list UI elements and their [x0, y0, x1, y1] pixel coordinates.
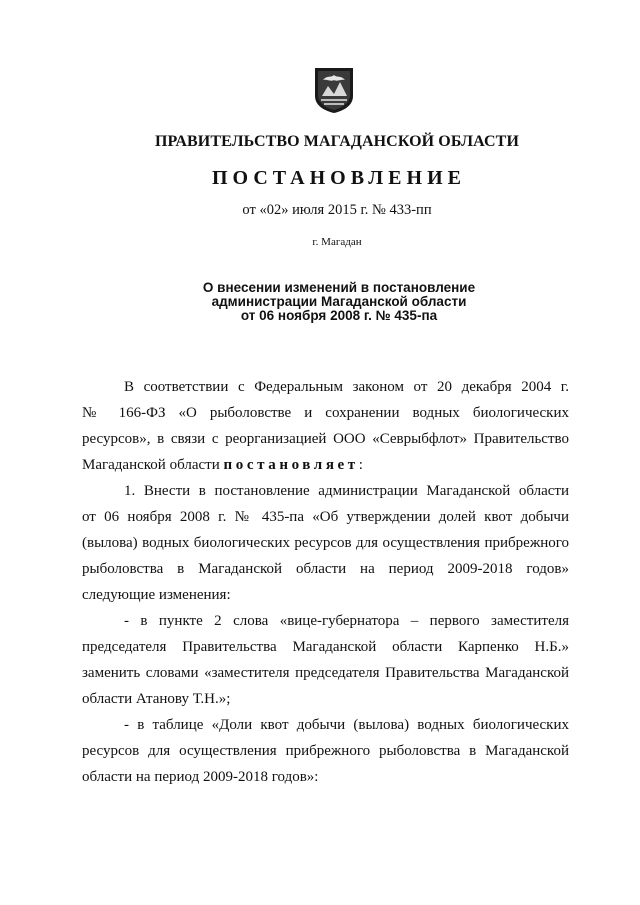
- text-line: области Атанову Т.Н.»;: [82, 691, 231, 707]
- document-subject: [0, 281, 640, 323]
- subject-line: администрации Магаданской области: [211, 294, 467, 309]
- text-line: заменить словами «заместителя председателя Правительства Магаданской: [82, 665, 569, 681]
- preamble-paragraph: [82, 374, 569, 478]
- text-line: следующие изменения:: [82, 587, 231, 603]
- text-line: ресурсов», в связи с реорганизацией ООО «Севрыбфлот» Правительство: [82, 431, 569, 447]
- item-1-paragraph: [82, 478, 569, 608]
- text-line: (вылова) водных биологических ресурсов для осуществления прибрежного: [82, 535, 569, 551]
- text-line: № 166-ФЗ «О рыболовстве и сохранении водных биологических: [82, 405, 569, 421]
- text-line: 1. Внести в постановление администрации Магаданской области: [124, 483, 569, 499]
- change-1-paragraph: [82, 608, 569, 712]
- document-body: [82, 374, 569, 790]
- resolves-word: постановляет: [223, 457, 359, 473]
- text-line: - в пункте 2 слова «вице-губернатора – первого заместителя: [124, 613, 569, 629]
- text-line: председателя Правительства Магаданской области Карпенко Н.Б.»: [82, 639, 569, 655]
- document-city: г. Магадан: [312, 236, 362, 248]
- text-line: от 06 ноября 2008 г. № 435-па «Об утверждении долей квот добычи: [82, 509, 569, 525]
- coat-of-arms-icon: [313, 66, 355, 114]
- text-line: области на период 2009-2018 годов»:: [82, 769, 319, 785]
- text-fragment: :: [358, 457, 363, 473]
- text-line: В соответствии с Федеральным законом от 20 декабря 2004 г.: [124, 379, 569, 395]
- text-line: - в таблице «Доли квот добычи (вылова) водных биологических: [124, 717, 569, 733]
- document-type: ПОСТАНОВЛЕНИЕ: [212, 167, 466, 189]
- text-line: ресурсов для осуществления прибрежного рыболовства в Магаданской: [82, 743, 569, 759]
- subject-line: О внесении изменений в постановление: [202, 280, 476, 295]
- text-fragment: Магаданской области: [82, 457, 220, 473]
- change-2-paragraph: [82, 712, 569, 790]
- subject-line: от 06 ноября 2008 г. № 435-па: [240, 308, 438, 323]
- text-line: [82, 452, 569, 478]
- text-line: рыболовства в Магаданской области на период 2009-2018 годов»: [82, 561, 569, 577]
- government-title: ПРАВИТЕЛЬСТВО МАГАДАНСКОЙ ОБЛАСТИ: [154, 133, 519, 150]
- document-date-number: от «02» июля 2015 г. № 433-пп: [242, 202, 432, 218]
